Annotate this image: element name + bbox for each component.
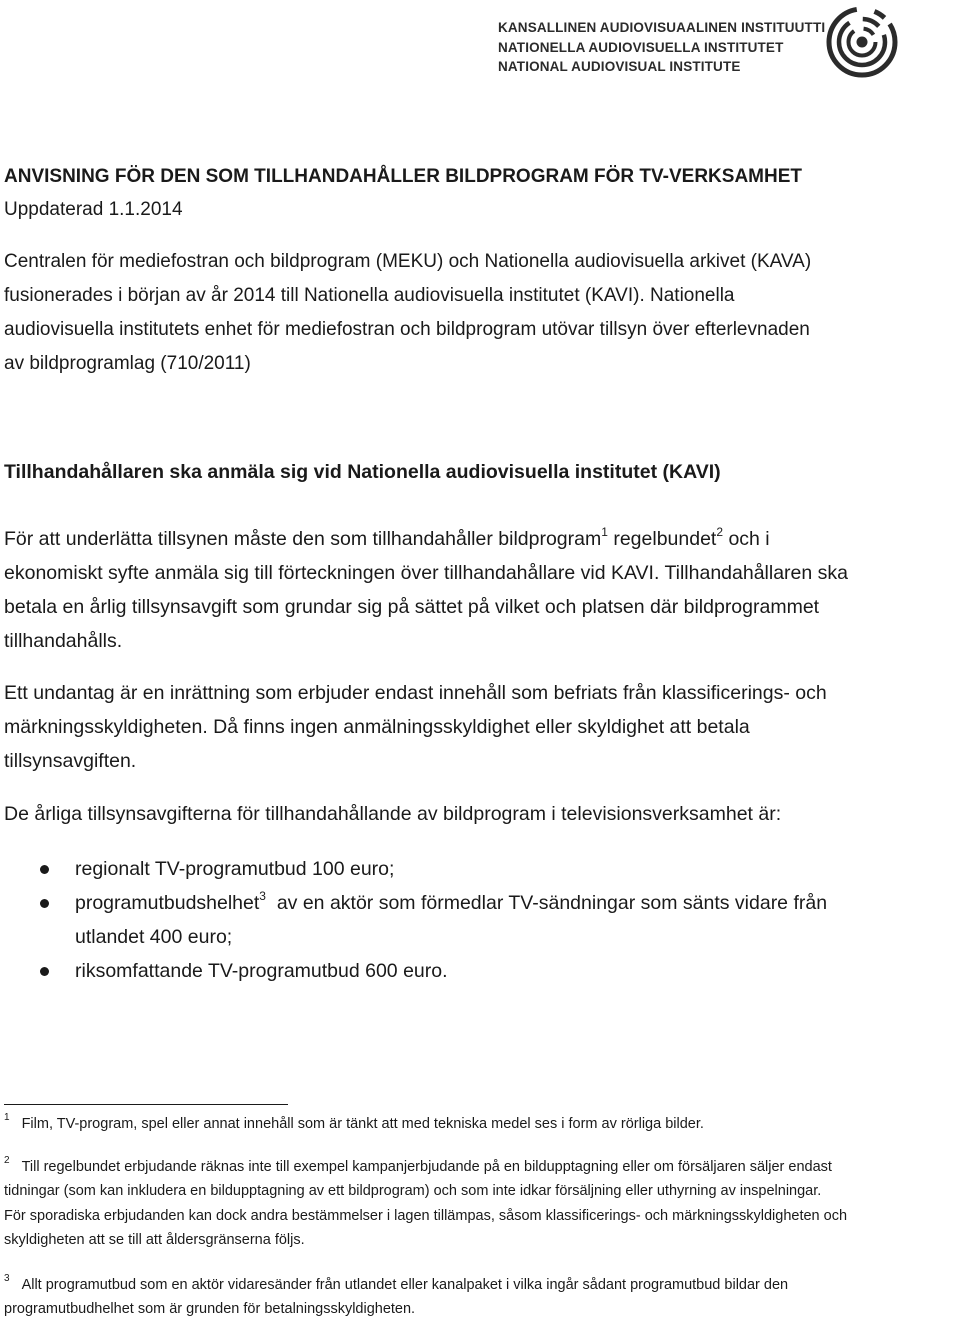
document-title: ANVISNING FÖR DEN SOM TILLHANDAHÅLLER BILDPROGRAM FÖR TV-VERKSAMHET <box>4 166 802 187</box>
kavi-logo-icon <box>824 4 900 80</box>
footnote-text: För sporadiska erbjudanden kan dock andra bestämmelser i lagen tillämpas, såsom klassificerings- och märkningsskyldigheten och <box>4 1207 848 1224</box>
paragraph-line: betala en årlig tillsynsavgift som grundar sig på sättet på vilket och platsen där bildprogrammet <box>4 596 820 618</box>
fee-text: utlandet 400 euro; <box>75 926 233 948</box>
footnote-divider <box>4 1104 288 1105</box>
footnote-3 <box>4 1273 956 1322</box>
paragraph-line: Ett undantag är en inrättning som erbjuder endast innehåll som befriats från klassificerings- och <box>4 682 827 704</box>
footnote-text: programutbudhelhet som är grunden för betalningsskyldigheten. <box>4 1301 416 1317</box>
footnote-number: 2 <box>4 1154 10 1166</box>
footnote-text: skyldigheten att se till att åldersgränserna följs. <box>4 1232 305 1248</box>
fee-text: programutbudshelhet <box>75 892 260 914</box>
intro-line: av bildprogramlag (710/2011) <box>4 353 251 374</box>
paragraph-text: och i <box>723 528 770 550</box>
footnote-text: Allt programutbud som en aktör vidaresänder från utlandet eller kanalpaket i vilka ingår sådant programutbud bildar den <box>21 1276 789 1293</box>
footnote-text: Film, TV-program, spel eller annat innehåll som är tänkt att med tekniska medel ses i form av rörliga bilder. <box>21 1116 704 1132</box>
footnote-number: 3 <box>4 1272 10 1284</box>
paragraph-line: tillsynsavgiften. <box>4 750 137 772</box>
paragraph-line: märkningsskyldigheten. Då finns ingen anmälningsskyldighet eller skyldighet att betala <box>4 716 750 738</box>
institute-name-block <box>498 18 826 77</box>
footnote-text: Till regelbundet erbjudande räknas inte till exempel kampanjerbjudande på en bildupptagning eller om försäljaren säljer endast <box>21 1158 832 1175</box>
footnote-1 <box>4 1112 956 1137</box>
exception-paragraph <box>4 676 956 778</box>
intro-paragraph <box>4 245 956 381</box>
bullet-icon <box>40 865 49 874</box>
notification-paragraph <box>4 522 956 658</box>
fee-text: riksomfattande TV-programutbud 600 euro. <box>75 960 448 982</box>
paragraph-line: ekonomiskt syfte anmäla sig till förteckningen över tillhandahållare vid KAVI. Tillhandahållaren ska <box>4 562 849 584</box>
footnotes <box>4 1112 956 1330</box>
institute-name-en: NATIONAL AUDIOVISUAL INSTITUTE <box>498 59 741 74</box>
footnote-ref-1: 1 <box>601 525 608 539</box>
intro-line: Centralen för mediefostran och bildprogram (MEKU) och Nationella audiovisuella arkivet (KAVA) <box>4 251 812 272</box>
paragraph-line <box>4 522 956 556</box>
fees-intro: De årliga tillsynsavgifterna för tillhandahållande av bildprogram i televisionsverksamhet är: <box>4 803 782 825</box>
footnote-number: 1 <box>4 1112 10 1123</box>
footnote-2 <box>4 1155 956 1253</box>
footnote-text: tidningar (som kan inkludera en bildupptagning av ett bildprogram) och som inte idkar försäljning eller uthyrning av inspelningar. <box>4 1183 822 1199</box>
bullet-icon <box>40 967 49 976</box>
institute-name-fi: KANSALLINEN AUDIOVISUAALINEN INSTITUUTTI <box>498 20 826 35</box>
footnote-ref-2: 2 <box>716 525 724 539</box>
intro-line: fusionerades i början av år 2014 till Nationella audiovisuella institutet (KAVI). Nationella <box>4 285 735 306</box>
institute-name-sv: NATIONELLA AUDIOVISUELLA INSTITUTET <box>498 39 784 55</box>
fee-item-program-whole <box>4 886 956 954</box>
section-heading: Tillhandahållaren ska anmäla sig vid Nationella audiovisuella institutet (KAVI) <box>4 461 721 483</box>
fee-text: regionalt TV-programutbud 100 euro; <box>75 858 395 880</box>
fee-list <box>4 852 956 988</box>
fee-item-national <box>4 954 956 988</box>
paragraph-text: regelbundet <box>607 528 717 550</box>
updated-date: Uppdaterad 1.1.2014 <box>4 199 183 220</box>
bullet-icon <box>40 899 49 908</box>
intro-line: audiovisuella institutets enhet för mediefostran och bildprogram utövar tillsyn över efterlevnaden <box>4 319 810 340</box>
footnote-ref-3: 3 <box>259 889 266 903</box>
title-block <box>4 160 802 226</box>
fee-text: av en aktör som förmedlar TV-sändningar som sänts vidare från <box>265 892 828 914</box>
paragraph-text: För att underlätta tillsynen måste den som tillhandahåller bildprogram <box>4 528 602 550</box>
paragraph-line: tillhandahålls. <box>4 630 123 652</box>
fee-item-regional <box>4 852 956 886</box>
